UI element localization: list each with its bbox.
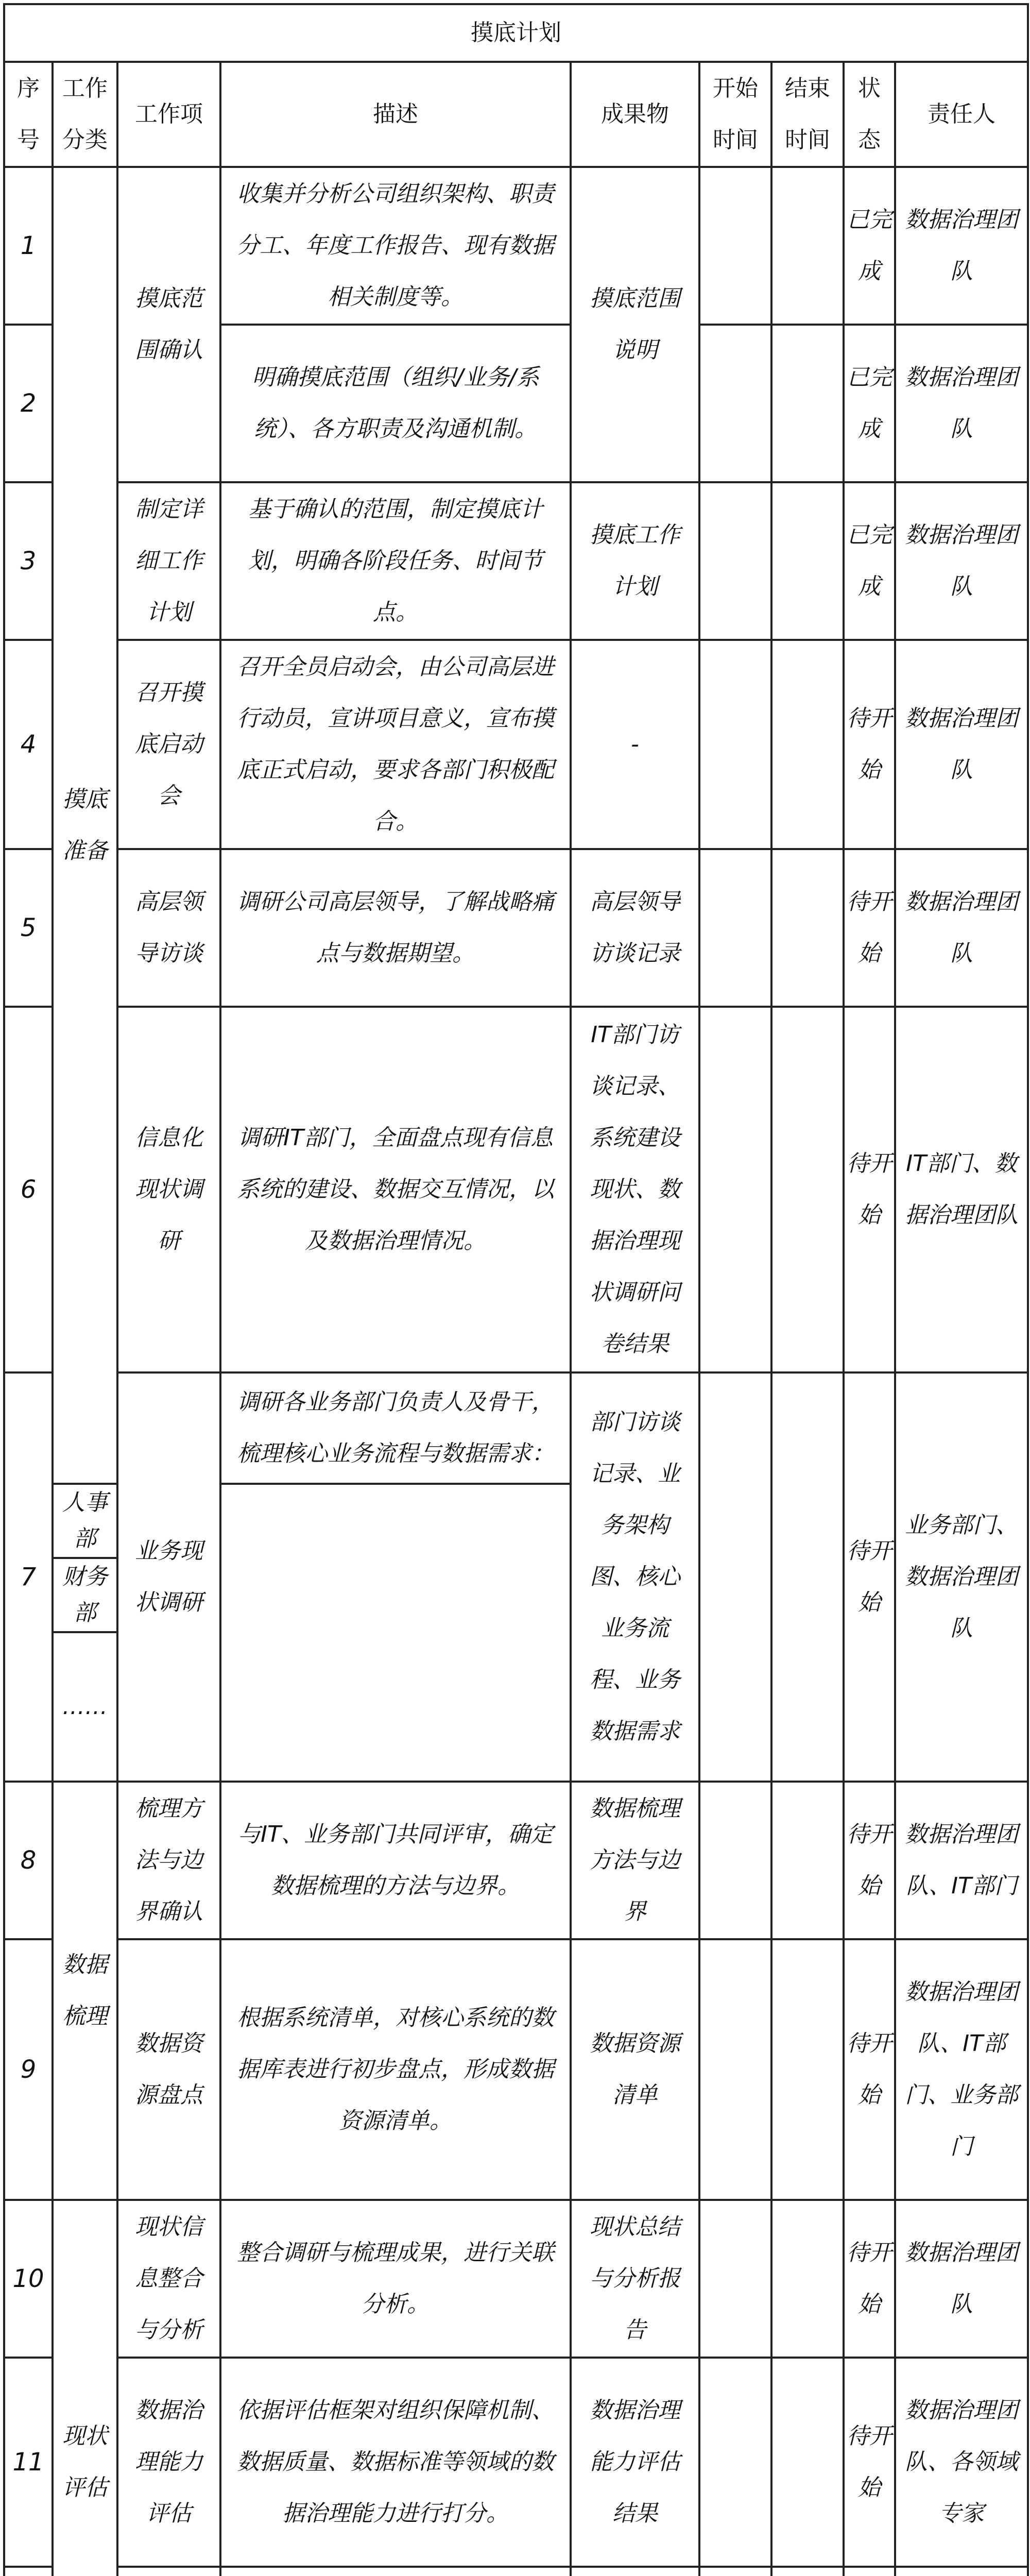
row-status: 待开始 [844, 1939, 895, 2200]
row-number: 6 [4, 1007, 53, 1372]
row-status: 已完成 [844, 167, 895, 325]
row-number: 8 [4, 1782, 53, 1939]
row-item: 召开摸底启动会 [117, 640, 220, 849]
row-deliverable: - [571, 640, 699, 849]
row-start-date [699, 2567, 771, 2576]
row-item: 摸底范围确认 [117, 167, 220, 482]
row-status: 待开始 [844, 2358, 895, 2567]
row-number: 3 [4, 482, 53, 640]
row-owner: 数据治理团队、各领域专家 [895, 2358, 1028, 2567]
row-status: 待开始 [844, 849, 895, 1007]
row-deliverable: 数据梳理方法与边界 [571, 1782, 699, 1939]
row-start-date [699, 640, 771, 849]
row-desc: 明确摸底范围（组织/业务/系统）、各方职责及沟通机制。 [220, 325, 571, 482]
row-deliverable: 高层领导访谈记录 [571, 849, 699, 1007]
table-row [4, 167, 1028, 325]
row-end-date [771, 2200, 844, 2358]
row-end-date [771, 1939, 844, 2200]
row-start-date [699, 325, 771, 482]
row-item: 高层领导访谈 [117, 849, 220, 1007]
row-desc: 整合调研与梳理成果，进行关联分析。 [220, 2200, 571, 2358]
row-end-date [771, 1782, 844, 1939]
header-end: 结束时间 [771, 62, 844, 167]
row-status: 待开始 [844, 640, 895, 849]
subrow-dept: 财务部 [53, 1558, 117, 1632]
header-desc: 描述 [220, 62, 571, 167]
row-start-date [699, 1782, 771, 1939]
subrow-dept: 人事部 [53, 1484, 117, 1558]
row-owner: 数据治理团队 [895, 849, 1028, 1007]
row-owner: 业务部门、数据治理团队 [895, 1372, 1028, 1782]
table-row [4, 2567, 1028, 2576]
row-status: 已完成 [844, 325, 895, 482]
row-desc: 调研各业务部门负责人及骨干，梳理核心业务流程与数据需求： [220, 1372, 571, 1484]
row-status: 待开始 [844, 1372, 895, 1782]
row-end-date [771, 2358, 844, 2567]
row-owner: 数据治理团队 [895, 640, 1028, 849]
table-row [4, 2200, 1028, 2358]
row-deliverable: 摸底范围说明 [571, 167, 699, 482]
row-start-date [699, 2200, 771, 2358]
row-number: 7 [4, 1372, 53, 1782]
row-desc: 召开全员启动会，由公司高层进行动员，宣讲项目意义，宣布摸底正式启动，要求各部门积极配合。 [220, 640, 571, 849]
table-row [4, 2358, 1028, 2567]
row-start-date [699, 2358, 771, 2567]
header-deliverable: 成果物 [571, 62, 699, 167]
category-sort: 数据梳理 [53, 1782, 117, 2200]
table-row [4, 640, 1028, 849]
subrow-dept: …… [53, 1632, 117, 1782]
row-owner [895, 2567, 1028, 2576]
row-number: 9 [4, 1939, 53, 2200]
row-desc: 收集并分析公司组织架构、职责分工、年度工作报告、现有数据相关制度等。 [220, 167, 571, 325]
row-desc [220, 2567, 571, 2576]
row-desc: 依据评估框架对组织保障机制、数据质量、数据标准等领域的数据治理能力进行打分。 [220, 2358, 571, 2567]
row-item: 信息化现状调研 [117, 1007, 220, 1372]
row-deliverable: 摸底工作计划 [571, 482, 699, 640]
row-start-date [699, 1007, 771, 1372]
row-desc: 根据系统清单，对核心系统的数据库表进行初步盘点，形成数据资源清单。 [220, 1939, 571, 2200]
row-deliverable: IT部门访谈记录、系统建设现状、数据治理现状调研问卷结果 [571, 1007, 699, 1372]
row-item: 制定详细工作计划 [117, 482, 220, 640]
table-row [4, 1939, 1028, 2200]
row-start-date [699, 167, 771, 325]
row-owner: 数据治理团队、IT部门、业务部门 [895, 1939, 1028, 2200]
category-assess: 现状评估 [53, 2200, 117, 2576]
row-end-date [771, 849, 844, 1007]
row-desc: 调研IT部门，全面盘点现有信息系统的建设、数据交互情况，以及数据治理情况。 [220, 1007, 571, 1372]
row-item: 数据治理能力评估 [117, 2358, 220, 2567]
plan-table [3, 3, 1029, 2576]
row-desc: 与IT、业务部门共同评审，确定数据梳理的方法与边界。 [220, 1782, 571, 1939]
row-owner: 数据治理团队 [895, 325, 1028, 482]
header-status: 状态 [844, 62, 895, 167]
row-end-date [771, 1007, 844, 1372]
row-number: 2 [4, 325, 53, 482]
row-item: 业务现状调研 [117, 1372, 220, 1782]
row-deliverable: 数据治理能力评估结果 [571, 2358, 699, 2567]
row-end-date [771, 640, 844, 849]
row-number: 10 [4, 2200, 53, 2358]
row-end-date [771, 2567, 844, 2576]
row-deliverable [571, 2567, 699, 2576]
row-desc: 基于确认的范围，制定摸底计划，明确各阶段任务、时间节点。 [220, 482, 571, 640]
row-deliverable: 现状总结与分析报告 [571, 2200, 699, 2358]
header-start: 开始时间 [699, 62, 771, 167]
row-start-date [699, 1372, 771, 1782]
row-owner: 数据治理团队 [895, 2200, 1028, 2358]
row-owner: 数据治理团队 [895, 167, 1028, 325]
table-row [4, 1007, 1028, 1372]
row-end-date [771, 1372, 844, 1782]
header-category: 工作分类 [53, 62, 117, 167]
header-item: 工作项 [117, 62, 220, 167]
row-start-date [699, 1939, 771, 2200]
header-seq: 序号 [4, 62, 53, 167]
row-status [844, 2567, 895, 2576]
row-number: 11 [4, 2358, 53, 2567]
row-start-date [699, 482, 771, 640]
table-row [4, 1372, 1028, 1484]
table-row [4, 482, 1028, 640]
row-number [4, 2567, 53, 2576]
row-status: 待开始 [844, 1007, 895, 1372]
row-start-date [699, 849, 771, 1007]
table-row [4, 849, 1028, 1007]
row-status: 待开始 [844, 1782, 895, 1939]
table-title: 摸底计划 [4, 4, 1028, 62]
header-owner: 责任人 [895, 62, 1028, 167]
row-item: 梳理方法与边界确认 [117, 1782, 220, 1939]
row-status: 已完成 [844, 482, 895, 640]
row-deliverable: 部门访谈记录、业务架构图、核心业务流程、业务数据需求 [571, 1372, 699, 1782]
row-owner: 数据治理团队、IT部门 [895, 1782, 1028, 1939]
row-desc: 调研公司高层领导，了解战略痛点与数据期望。 [220, 849, 571, 1007]
row-owner: 数据治理团队 [895, 482, 1028, 640]
row-owner: IT部门、数据治理团队 [895, 1007, 1028, 1372]
category-prep: 摸底准备 [53, 167, 117, 1484]
row-item [117, 2567, 220, 2576]
row-status: 待开始 [844, 2200, 895, 2358]
row-item: 现状信息整合与分析 [117, 2200, 220, 2358]
row-end-date [771, 167, 844, 325]
row-end-date [771, 482, 844, 640]
table-row [4, 1782, 1028, 1939]
row-number: 1 [4, 167, 53, 325]
row-item: 数据资源盘点 [117, 1939, 220, 2200]
row-deliverable: 数据资源清单 [571, 1939, 699, 2200]
row-number: 4 [4, 640, 53, 849]
row-number: 5 [4, 849, 53, 1007]
row-end-date [771, 325, 844, 482]
